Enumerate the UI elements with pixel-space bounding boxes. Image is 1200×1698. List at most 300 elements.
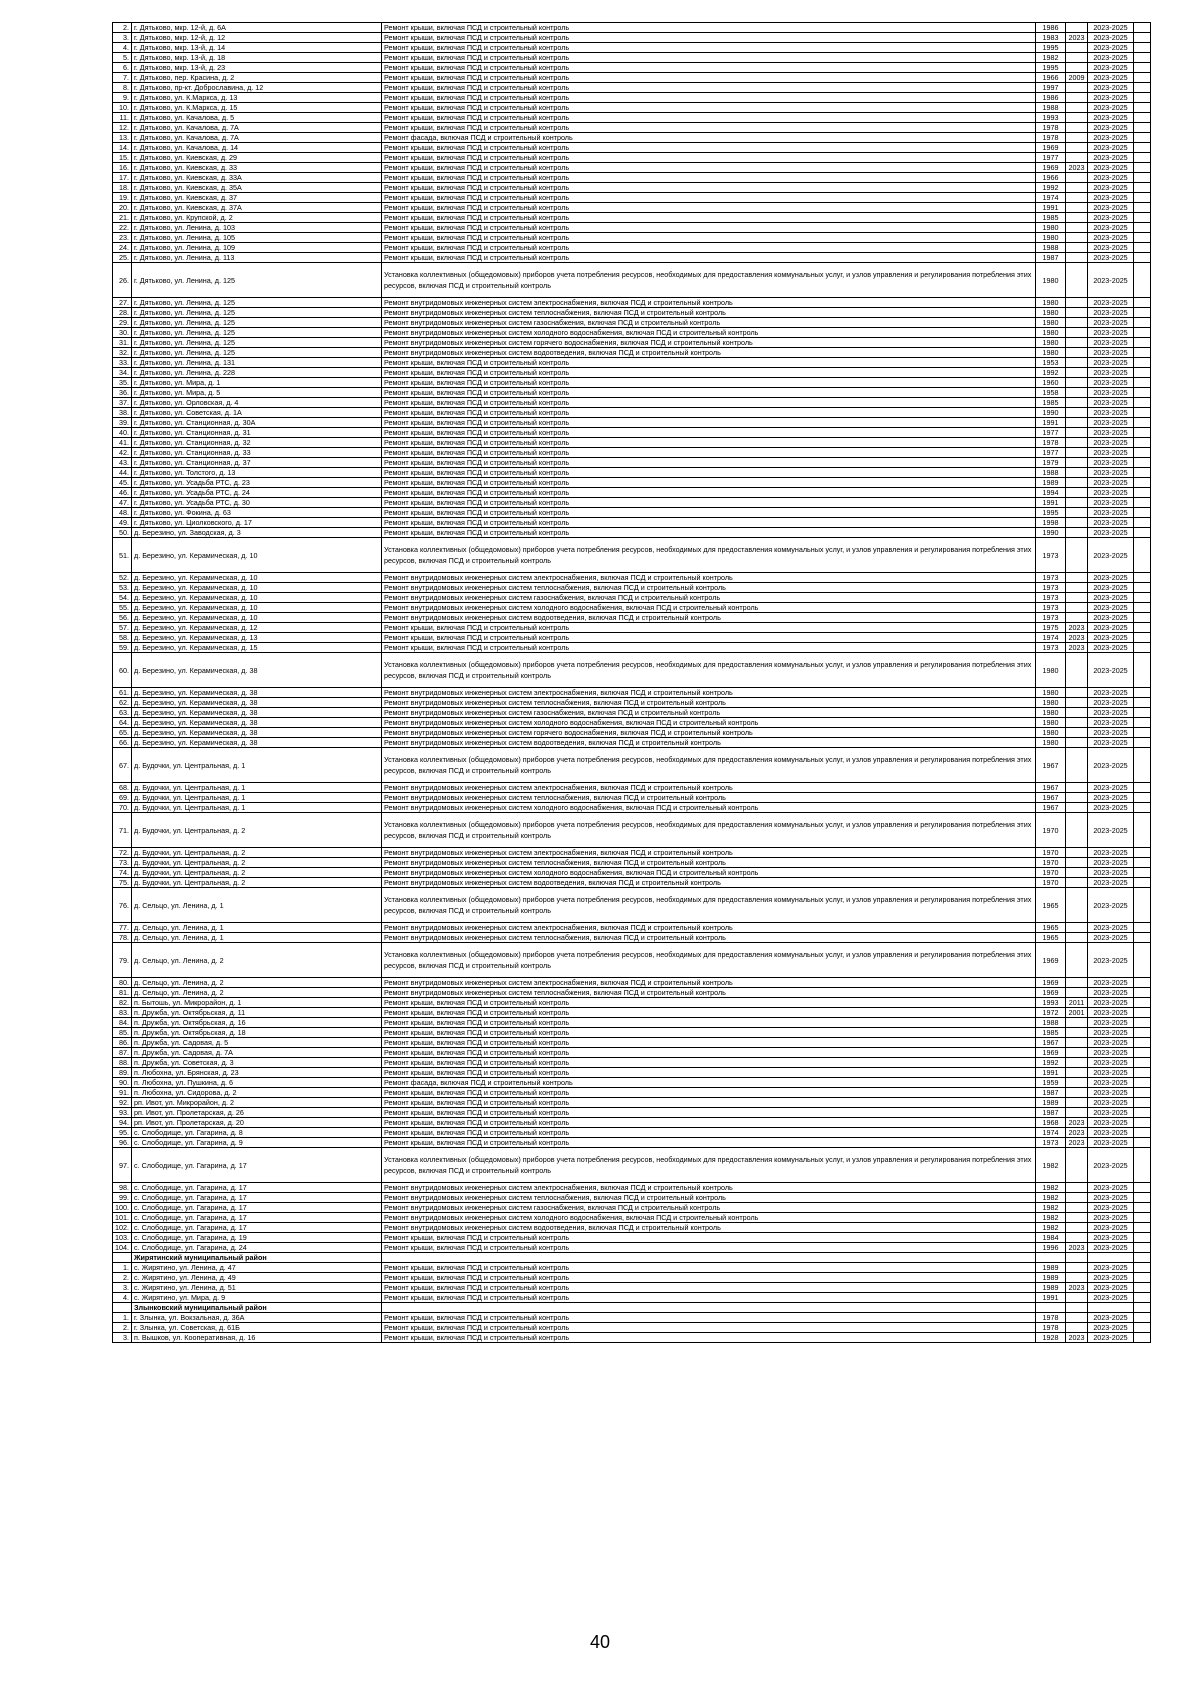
address: г. Дятьково, ул. Станционная, д. 37 <box>132 458 382 468</box>
year-last-repair <box>1066 438 1088 448</box>
period: 2023-2025 <box>1088 103 1134 113</box>
address: д. Будочки, ул. Центральная, д. 2 <box>132 848 382 858</box>
period: 2023-2025 <box>1088 243 1134 253</box>
empty-cell <box>1134 943 1151 978</box>
year-last-repair: 2011 <box>1066 998 1088 1008</box>
work-type: Ремонт внутридомовых инженерных систем холодного водоснабжения, включая ПСД и строительный контроль <box>382 718 1036 728</box>
address: д. Сельцо, ул. Ленина, д. 1 <box>132 933 382 943</box>
year-built: 1985 <box>1036 1028 1066 1038</box>
year-last-repair <box>1066 63 1088 73</box>
row-number: 72. <box>113 848 132 858</box>
address: г. Дятьково, мкр. 13-й, д. 14 <box>132 43 382 53</box>
period: 2023-2025 <box>1088 1038 1134 1048</box>
year-built: 1980 <box>1036 708 1066 718</box>
table-row <box>113 1058 1151 1068</box>
year-last-repair <box>1066 593 1088 603</box>
work-type: Ремонт внутридомовых инженерных систем электроснабжения, включая ПСД и строительный контроль <box>382 978 1036 988</box>
period: 2023-2025 <box>1088 1243 1134 1253</box>
period: 2023-2025 <box>1088 53 1134 63</box>
table-row <box>113 698 1151 708</box>
empty-cell <box>1134 53 1151 63</box>
period: 2023-2025 <box>1088 988 1134 998</box>
year-built: 1993 <box>1036 998 1066 1008</box>
empty-cell <box>1134 1028 1151 1038</box>
address: с. Слободище, ул. Гагарина, д. 17 <box>132 1193 382 1203</box>
empty-cell <box>1134 153 1151 163</box>
empty-cell <box>1134 1213 1151 1223</box>
empty-cell <box>1134 143 1151 153</box>
address: п. Дружба, ул. Октябрьская, д. 11 <box>132 1008 382 1018</box>
table-row <box>113 653 1151 688</box>
empty-cell <box>1134 748 1151 783</box>
work-type: Ремонт крыши, включая ПСД и строительный контроль <box>382 113 1036 123</box>
work-type: Ремонт внутридомовых инженерных систем холодного водоснабжения, включая ПСД и строительный контроль <box>382 603 1036 613</box>
work-type: Ремонт крыши, включая ПСД и строительный контроль <box>382 1048 1036 1058</box>
period: 2023-2025 <box>1088 1333 1134 1343</box>
year-last-repair <box>1066 378 1088 388</box>
year-built: 1959 <box>1036 1078 1066 1088</box>
year-last-repair <box>1066 263 1088 298</box>
address: г. Дятьково, ул. Станционная, д. 33 <box>132 448 382 458</box>
address: д. Березино, ул. Керамическая, д. 38 <box>132 653 382 688</box>
row-number: 12. <box>113 123 132 133</box>
year-last-repair <box>1066 1048 1088 1058</box>
row-number: 55. <box>113 603 132 613</box>
year-last-repair <box>1066 318 1088 328</box>
year-built: 1996 <box>1036 1243 1066 1253</box>
table-row <box>113 998 1151 1008</box>
row-number: 4. <box>113 43 132 53</box>
address: д. Березино, ул. Керамическая, д. 12 <box>132 623 382 633</box>
empty-cell <box>1134 358 1151 368</box>
empty-cell <box>1134 508 1151 518</box>
year-built: 1973 <box>1036 603 1066 613</box>
row-number: 78. <box>113 933 132 943</box>
address: г. Дятьково, ул. Орловская, д. 4 <box>132 398 382 408</box>
address: г. Злынка, ул. Советская, д. 61Б <box>132 1323 382 1333</box>
period: 2023-2025 <box>1088 173 1134 183</box>
period: 2023-2025 <box>1088 538 1134 573</box>
work-type: Ремонт внутридомовых инженерных систем теплоснабжения, включая ПСД и строительный контроль <box>382 988 1036 998</box>
period: 2023-2025 <box>1088 1213 1134 1223</box>
table-row <box>113 508 1151 518</box>
address: г. Дятьково, мкр. 13-й, д. 18 <box>132 53 382 63</box>
year-last-repair <box>1066 203 1088 213</box>
year-built: 1969 <box>1036 943 1066 978</box>
row-number: 3. <box>113 33 132 43</box>
address: г. Дятьково, ул. Качалова, д. 7А <box>132 123 382 133</box>
row-number: 20. <box>113 203 132 213</box>
period: 2023-2025 <box>1088 1313 1134 1323</box>
address: д. Будочки, ул. Центральная, д. 2 <box>132 878 382 888</box>
table-row <box>113 143 1151 153</box>
table-row <box>113 858 1151 868</box>
empty-cell <box>1134 783 1151 793</box>
address: г. Дятьково, ул. Ленина, д. 125 <box>132 328 382 338</box>
year-last-repair <box>1066 23 1088 33</box>
row-number: 101. <box>113 1213 132 1223</box>
address: п. Любохна, ул. Пушкина, д. 6 <box>132 1078 382 1088</box>
period: 2023-2025 <box>1088 603 1134 613</box>
period: 2023-2025 <box>1088 153 1134 163</box>
year-built: 1980 <box>1036 263 1066 298</box>
period: 2023-2025 <box>1088 193 1134 203</box>
table-row <box>113 1183 1151 1193</box>
year-last-repair <box>1066 113 1088 123</box>
year-built: 1989 <box>1036 1098 1066 1108</box>
year-built: 1978 <box>1036 123 1066 133</box>
year-last-repair <box>1066 688 1088 698</box>
row-number: 2. <box>113 1323 132 1333</box>
work-type <box>382 1303 1036 1313</box>
empty-cell <box>1134 1008 1151 1018</box>
period: 2023-2025 <box>1088 848 1134 858</box>
year-built: 1969 <box>1036 988 1066 998</box>
table-row <box>113 63 1151 73</box>
table-row <box>113 233 1151 243</box>
period: 2023-2025 <box>1088 718 1134 728</box>
address: с. Жирятино, ул. Ленина, д. 49 <box>132 1273 382 1283</box>
table-body <box>113 23 1151 1343</box>
work-type: Ремонт внутридомовых инженерных систем электроснабжения, включая ПСД и строительный контроль <box>382 688 1036 698</box>
year-built: 1966 <box>1036 73 1066 83</box>
table-row <box>113 738 1151 748</box>
work-type: Ремонт крыши, включая ПСД и строительный контроль <box>382 508 1036 518</box>
empty-cell <box>1134 878 1151 888</box>
address: г. Дятьково, ул. Ленина, д. 125 <box>132 338 382 348</box>
empty-cell <box>1134 583 1151 593</box>
work-type: Ремонт крыши, включая ПСД и строительный контроль <box>382 1233 1036 1243</box>
work-type: Ремонт крыши, включая ПСД и строительный контроль <box>382 998 1036 1008</box>
table-row <box>113 448 1151 458</box>
table-row <box>113 193 1151 203</box>
year-built: 1982 <box>1036 1223 1066 1233</box>
year-built: 1973 <box>1036 583 1066 593</box>
empty-cell <box>1134 1058 1151 1068</box>
empty-cell <box>1134 308 1151 318</box>
empty-cell <box>1134 23 1151 33</box>
year-built: 1980 <box>1036 718 1066 728</box>
work-type: Ремонт внутридомовых инженерных систем водоотведения, включая ПСД и строительный контроль <box>382 1223 1036 1233</box>
work-type: Ремонт крыши, включая ПСД и строительный контроль <box>382 1128 1036 1138</box>
work-type: Ремонт крыши, включая ПСД и строительный контроль <box>382 173 1036 183</box>
address: г. Дятьково, ул. Усадьба РТС, д. 23 <box>132 478 382 488</box>
year-built: 1965 <box>1036 888 1066 923</box>
address: д. Сельцо, ул. Ленина, д. 2 <box>132 978 382 988</box>
work-type: Ремонт крыши, включая ПСД и строительный контроль <box>382 1283 1036 1293</box>
year-built: 1987 <box>1036 253 1066 263</box>
year-built: 1980 <box>1036 298 1066 308</box>
period: 2023-2025 <box>1088 1138 1134 1148</box>
work-type: Ремонт крыши, включая ПСД и строительный контроль <box>382 143 1036 153</box>
year-built: 1974 <box>1036 633 1066 643</box>
work-type: Ремонт крыши, включая ПСД и строительный контроль <box>382 1313 1036 1323</box>
year-last-repair <box>1066 1028 1088 1038</box>
year-last-repair <box>1066 653 1088 688</box>
empty-cell <box>1134 538 1151 573</box>
table-row <box>113 1118 1151 1128</box>
year-last-repair: 2023 <box>1066 1128 1088 1138</box>
row-number: 80. <box>113 978 132 988</box>
row-number: 94. <box>113 1118 132 1128</box>
work-type: Ремонт крыши, включая ПСД и строительный контроль <box>382 428 1036 438</box>
table-row <box>113 253 1151 263</box>
period: 2023-2025 <box>1088 233 1134 243</box>
row-number: 91. <box>113 1088 132 1098</box>
empty-cell <box>1134 573 1151 583</box>
table-row <box>113 1088 1151 1098</box>
period: 2023-2025 <box>1088 1098 1134 1108</box>
period: 2023-2025 <box>1088 133 1134 143</box>
address: рп. Ивот, ул. Пролетарская, д. 26 <box>132 1108 382 1118</box>
work-type: Ремонт внутридомовых инженерных систем электроснабжения, включая ПСД и строительный контроль <box>382 1183 1036 1193</box>
period: 2023-2025 <box>1088 1108 1134 1118</box>
year-last-repair <box>1066 718 1088 728</box>
table-row <box>113 428 1151 438</box>
period: 2023-2025 <box>1088 458 1134 468</box>
period: 2023-2025 <box>1088 1128 1134 1138</box>
table-row <box>113 328 1151 338</box>
work-type: Ремонт крыши, включая ПСД и строительный контроль <box>382 623 1036 633</box>
period: 2023-2025 <box>1088 813 1134 848</box>
work-type: Ремонт крыши, включая ПСД и строительный контроль <box>382 243 1036 253</box>
address: с. Слободище, ул. Гагарина, д. 17 <box>132 1203 382 1213</box>
year-built: 1992 <box>1036 183 1066 193</box>
work-type: Ремонт внутридомовых инженерных систем газоснабжения, включая ПСД и строительный контроль <box>382 593 1036 603</box>
work-type: Ремонт фасада, включая ПСД и строительный контроль <box>382 133 1036 143</box>
empty-cell <box>1134 1193 1151 1203</box>
work-type: Ремонт внутридомовых инженерных систем электроснабжения, включая ПСД и строительный контроль <box>382 848 1036 858</box>
empty-cell <box>1134 1283 1151 1293</box>
row-number: 57. <box>113 623 132 633</box>
empty-cell <box>1134 653 1151 688</box>
period: 2023-2025 <box>1088 418 1134 428</box>
year-last-repair <box>1066 123 1088 133</box>
work-type: Установка коллективных (общедомовых) приборов учета потребления ресурсов, необходимых для предоставления коммунальных услуг, и узлов управления и регулирования потребления этих ресурсов, включая ПСД и строительный контроль <box>382 888 1036 923</box>
year-built: 1986 <box>1036 93 1066 103</box>
work-type: Ремонт фасада, включая ПСД и строительный контроль <box>382 1078 1036 1088</box>
empty-cell <box>1134 93 1151 103</box>
work-type: Ремонт крыши, включая ПСД и строительный контроль <box>382 93 1036 103</box>
table-row <box>113 263 1151 298</box>
period: 2023-2025 <box>1088 868 1134 878</box>
table-row <box>113 1263 1151 1273</box>
table-row <box>113 93 1151 103</box>
year-last-repair: 2023 <box>1066 643 1088 653</box>
table-row <box>113 318 1151 328</box>
work-type: Ремонт внутридомовых инженерных систем теплоснабжения, включая ПСД и строительный контроль <box>382 308 1036 318</box>
row-number: 82. <box>113 998 132 1008</box>
year-last-repair: 2023 <box>1066 1243 1088 1253</box>
table-row <box>113 1293 1151 1303</box>
address: г. Дятьково, ул. Ленина, д. 109 <box>132 243 382 253</box>
period: 2023-2025 <box>1088 978 1134 988</box>
table-row <box>113 1068 1151 1078</box>
work-type: Ремонт крыши, включая ПСД и строительный контроль <box>382 1008 1036 1018</box>
row-number: 32. <box>113 348 132 358</box>
table-row <box>113 1233 1151 1243</box>
repair-program-table <box>112 22 1151 1343</box>
year-last-repair <box>1066 1263 1088 1273</box>
address: г. Дятьково, ул. Советская, д. 1А <box>132 408 382 418</box>
row-number: 99. <box>113 1193 132 1203</box>
work-type: Ремонт внутридомовых инженерных систем теплоснабжения, включая ПСД и строительный контроль <box>382 698 1036 708</box>
year-built: 1991 <box>1036 1293 1066 1303</box>
table-row <box>113 388 1151 398</box>
year-last-repair <box>1066 783 1088 793</box>
period: 2023-2025 <box>1088 998 1134 1008</box>
year-built: 1980 <box>1036 348 1066 358</box>
address: г. Дятьково, ул. Киевская, д. 37 <box>132 193 382 203</box>
address: г. Дятьково, ул. Ленина, д. 125 <box>132 348 382 358</box>
year-built: 1977 <box>1036 153 1066 163</box>
table-row <box>113 1128 1151 1138</box>
year-built: 1989 <box>1036 1283 1066 1293</box>
year-built: 1979 <box>1036 458 1066 468</box>
year-last-repair: 2023 <box>1066 1283 1088 1293</box>
address: д. Березино, ул. Керамическая, д. 38 <box>132 688 382 698</box>
empty-cell <box>1134 698 1151 708</box>
address: п. Любохна, ул. Сидорова, д. 2 <box>132 1088 382 1098</box>
year-built: 1969 <box>1036 978 1066 988</box>
work-type: Ремонт крыши, включая ПСД и строительный контроль <box>382 23 1036 33</box>
empty-cell <box>1134 848 1151 858</box>
table-row <box>113 243 1151 253</box>
work-type: Ремонт крыши, включая ПСД и строительный контроль <box>382 73 1036 83</box>
period: 2023-2025 <box>1088 613 1134 623</box>
table-row <box>113 1078 1151 1088</box>
table-row <box>113 1213 1151 1223</box>
year-built: 1974 <box>1036 1128 1066 1138</box>
row-number: 35. <box>113 378 132 388</box>
period: 2023-2025 <box>1088 858 1134 868</box>
year-last-repair <box>1066 368 1088 378</box>
period: 2023-2025 <box>1088 488 1134 498</box>
address: г. Дятьково, ул. Качалова, д. 7А <box>132 133 382 143</box>
row-number: 43. <box>113 458 132 468</box>
period: 2023-2025 <box>1088 943 1134 978</box>
row-number <box>113 1253 132 1263</box>
year-built: 1986 <box>1036 23 1066 33</box>
empty-cell <box>1134 318 1151 328</box>
period: 2023-2025 <box>1088 933 1134 943</box>
year-built: 1970 <box>1036 848 1066 858</box>
work-type: Ремонт крыши, включая ПСД и строительный контроль <box>382 378 1036 388</box>
table-row <box>113 1098 1151 1108</box>
address: г. Дятьково, ул. Фокина, д. 63 <box>132 508 382 518</box>
year-built: 1973 <box>1036 573 1066 583</box>
empty-cell <box>1134 623 1151 633</box>
work-type: Ремонт внутридомовых инженерных систем теплоснабжения, включая ПСД и строительный контроль <box>382 1193 1036 1203</box>
row-number: 88. <box>113 1058 132 1068</box>
table-row <box>113 203 1151 213</box>
empty-cell <box>1134 728 1151 738</box>
year-built: 1992 <box>1036 1058 1066 1068</box>
year-built: 1969 <box>1036 163 1066 173</box>
period: 2023-2025 <box>1088 738 1134 748</box>
empty-cell <box>1134 1098 1151 1108</box>
year-built <box>1036 1253 1066 1263</box>
row-number: 30. <box>113 328 132 338</box>
address: с. Слободище, ул. Гагарина, д. 9 <box>132 1138 382 1148</box>
empty-cell <box>1134 613 1151 623</box>
table-row <box>113 868 1151 878</box>
address: г. Дятьково, ул. Циолковского, д. 17 <box>132 518 382 528</box>
empty-cell <box>1134 418 1151 428</box>
year-last-repair <box>1066 1098 1088 1108</box>
row-number: 71. <box>113 813 132 848</box>
table-row <box>113 803 1151 813</box>
year-built: 1972 <box>1036 1008 1066 1018</box>
year-last-repair <box>1066 388 1088 398</box>
empty-cell <box>1134 103 1151 113</box>
row-number: 56. <box>113 613 132 623</box>
address: с. Слободище, ул. Гагарина, д. 24 <box>132 1243 382 1253</box>
table-row <box>113 213 1151 223</box>
table-row <box>113 813 1151 848</box>
work-type: Ремонт крыши, включая ПСД и строительный контроль <box>382 223 1036 233</box>
table-row <box>113 793 1151 803</box>
period: 2023-2025 <box>1088 123 1134 133</box>
year-built: 1982 <box>1036 1183 1066 1193</box>
address: п. Дружба, ул. Советская, д. 3 <box>132 1058 382 1068</box>
row-number: 13. <box>113 133 132 143</box>
year-last-repair <box>1066 933 1088 943</box>
year-built: 1988 <box>1036 1018 1066 1028</box>
empty-cell <box>1134 498 1151 508</box>
period: 2023-2025 <box>1088 338 1134 348</box>
period: 2023-2025 <box>1088 623 1134 633</box>
period: 2023-2025 <box>1088 1048 1134 1058</box>
table-row <box>113 223 1151 233</box>
period: 2023-2025 <box>1088 783 1134 793</box>
period: 2023-2025 <box>1088 698 1134 708</box>
period: 2023-2025 <box>1088 83 1134 93</box>
year-built: 1967 <box>1036 783 1066 793</box>
year-built: 1969 <box>1036 143 1066 153</box>
work-type: Ремонт внутридомовых инженерных систем холодного водоснабжения, включая ПСД и строительный контроль <box>382 868 1036 878</box>
work-type: Ремонт крыши, включая ПСД и строительный контроль <box>382 1108 1036 1118</box>
table-row <box>113 718 1151 728</box>
address: г. Дятьково, ул. Ленина, д. 125 <box>132 263 382 298</box>
empty-cell <box>1134 1233 1151 1243</box>
row-number: 89. <box>113 1068 132 1078</box>
period: 2023-2025 <box>1088 113 1134 123</box>
year-built: 1928 <box>1036 1333 1066 1343</box>
period: 2023-2025 <box>1088 328 1134 338</box>
year-last-repair <box>1066 498 1088 508</box>
empty-cell <box>1134 43 1151 53</box>
address: д. Березино, ул. Керамическая, д. 10 <box>132 593 382 603</box>
empty-cell <box>1134 1223 1151 1233</box>
year-last-repair <box>1066 193 1088 203</box>
table-row <box>113 338 1151 348</box>
address: д. Березино, ул. Керамическая, д. 10 <box>132 583 382 593</box>
address: г. Дятьково, пер. Красина, д. 2 <box>132 73 382 83</box>
table-row <box>113 1038 1151 1048</box>
table-row <box>113 1283 1151 1293</box>
empty-cell <box>1134 63 1151 73</box>
year-last-repair <box>1066 458 1088 468</box>
address: д. Будочки, ул. Центральная, д. 1 <box>132 748 382 783</box>
year-built: 1985 <box>1036 398 1066 408</box>
work-type: Ремонт крыши, включая ПСД и строительный контроль <box>382 418 1036 428</box>
year-last-repair <box>1066 153 1088 163</box>
empty-cell <box>1134 488 1151 498</box>
empty-cell <box>1134 518 1151 528</box>
work-type: Ремонт крыши, включая ПСД и строительный контроль <box>382 398 1036 408</box>
table-row <box>113 1138 1151 1148</box>
